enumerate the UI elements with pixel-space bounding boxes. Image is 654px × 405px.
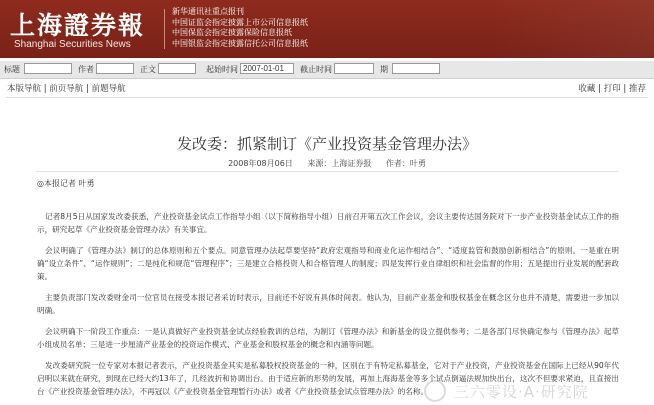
reporter-byline: ◎本报记者 叶勇 — [37, 179, 95, 188]
article-paragraph: 会议明确了《管理办法》制订的总体原则和五个要点。同意管理办法起草要坚持“政府宏观指导和商业化运作相结合”、“适度监管和鼓励创新相结合”的原则。一是重在明确“设立条件”、“运作规则”；二是纯化和规范“管理程序”；三是建立合格投资人和合格管理人的制度；四是发挥行业自律组织和社会监督的作用；五是提出行业发展的配套政策。 — [37, 246, 619, 281]
masthead-banner — [0, 0, 654, 58]
article-source: 来源：上海证券报 — [307, 159, 372, 168]
end-date-label: 截止时间 — [300, 65, 332, 74]
title-search-input[interactable] — [24, 63, 72, 74]
section-nav-link[interactable]: 本版导航 — [7, 84, 42, 94]
watermark-logo-icon — [424, 380, 446, 402]
banner-divider — [164, 9, 165, 49]
author-search-label: 作者 — [78, 65, 94, 74]
watermark — [424, 378, 654, 404]
keyword-label: 期 — [380, 65, 388, 74]
watermark-text: 三六零设·A·研究院 — [454, 383, 589, 401]
tagline: 中国银监会指定披露信托公司信息报纸 — [172, 38, 308, 48]
article-nav-right: 收藏 | 打印 | 推荐 — [578, 84, 646, 94]
favorite-link[interactable]: 收藏 — [578, 84, 596, 94]
article-title: 发改委：抓紧制订《产业投资基金管理办法》 — [176, 135, 477, 153]
body-search-input[interactable] — [158, 63, 196, 74]
newspaper-logo[interactable]: 上海證券報 — [10, 11, 146, 40]
newspaper-logo-en: Shanghai Securities News — [14, 39, 131, 50]
keyword-input[interactable] — [392, 63, 440, 74]
article-date: 2008年08月06日 — [228, 159, 293, 168]
end-date-input[interactable] — [334, 63, 374, 74]
banner-fade — [484, 0, 654, 58]
title-search-label: 标题 — [4, 65, 20, 74]
tagline: 中国保监会指定披露保险信息报纸 — [172, 28, 292, 37]
article-author: 作者：叶勇 — [385, 159, 426, 168]
print-link[interactable]: 打印 — [603, 84, 621, 94]
article-paragraph: 会议明确下一阶段工作重点：一是认真做好产业投资基金试点经验教训的总结，为制订《管理办法》和新基金的设立提供参考；二是各部门尽快确定参与《管理办法》起草小组成员名单；三是进一步厘清产业基金的投资运作模式、产业基金和股权基金的概念和内涵等问题。 — [37, 327, 619, 349]
tagline: 新华通讯社重点报刊 — [172, 7, 244, 16]
article-nav-left: 本版导航 | 前页导航 | 前题导航 — [7, 84, 126, 94]
article-paragraph: 主要负责部门发改委财金司一位官员在接受本报记者采访时表示，目前还不好说有具体时间表。他认为，目前产业基金和股权基金在概念区分也并不清楚，需要进一步加以明确。 — [37, 293, 619, 315]
author-search-input[interactable] — [96, 63, 134, 74]
article-paragraph: 记者8月5日从国家发改委获悉，产业投资基金试点工作指导小组（以下简称指导小组）日前召开第五次工作会议，会议主要传达国务院对下一步产业投资基金试点工作的指示，研究起草《产业投资基金管理办法》有关事宜。 — [37, 212, 619, 234]
start-date-input[interactable] — [240, 63, 294, 74]
body-search-label: 正文 — [140, 65, 156, 74]
tagline: 中国证监会指定披露上市公司信息报纸 — [172, 17, 308, 27]
recommend-link[interactable]: 推荐 — [628, 84, 646, 94]
prev-title-nav-link[interactable]: 前题导航 — [91, 84, 126, 94]
article-meta — [0, 158, 654, 169]
prev-page-nav-link[interactable]: 前页导航 — [49, 84, 84, 94]
search-bar — [0, 61, 654, 79]
nav-divider — [6, 97, 648, 98]
start-date-label: 起始时间 — [206, 65, 238, 74]
title-divider — [36, 171, 618, 172]
article-paragraph: 发改委研究院一位专家对本报记者表示，产业投资基金其实是私募股权投资基金的一种，区别在于有特定私募基金，它对于产业投资，产业投资基金在国际上已经从90年代启明以来就在研究，到现在已经大约13年了，几经波折和协调出台。由于适应新的形势的发展，再加上海海基金等多个试点倒逼法规加快出台，这次不但要求紧迫，且直接出台《产业投资基金管理办法》，不再冠以《产业投资基金管理暂行办法》或者《产业投资基金试点管理办法》的名称。 — [37, 361, 619, 396]
banner-taglines — [172, 7, 308, 49]
